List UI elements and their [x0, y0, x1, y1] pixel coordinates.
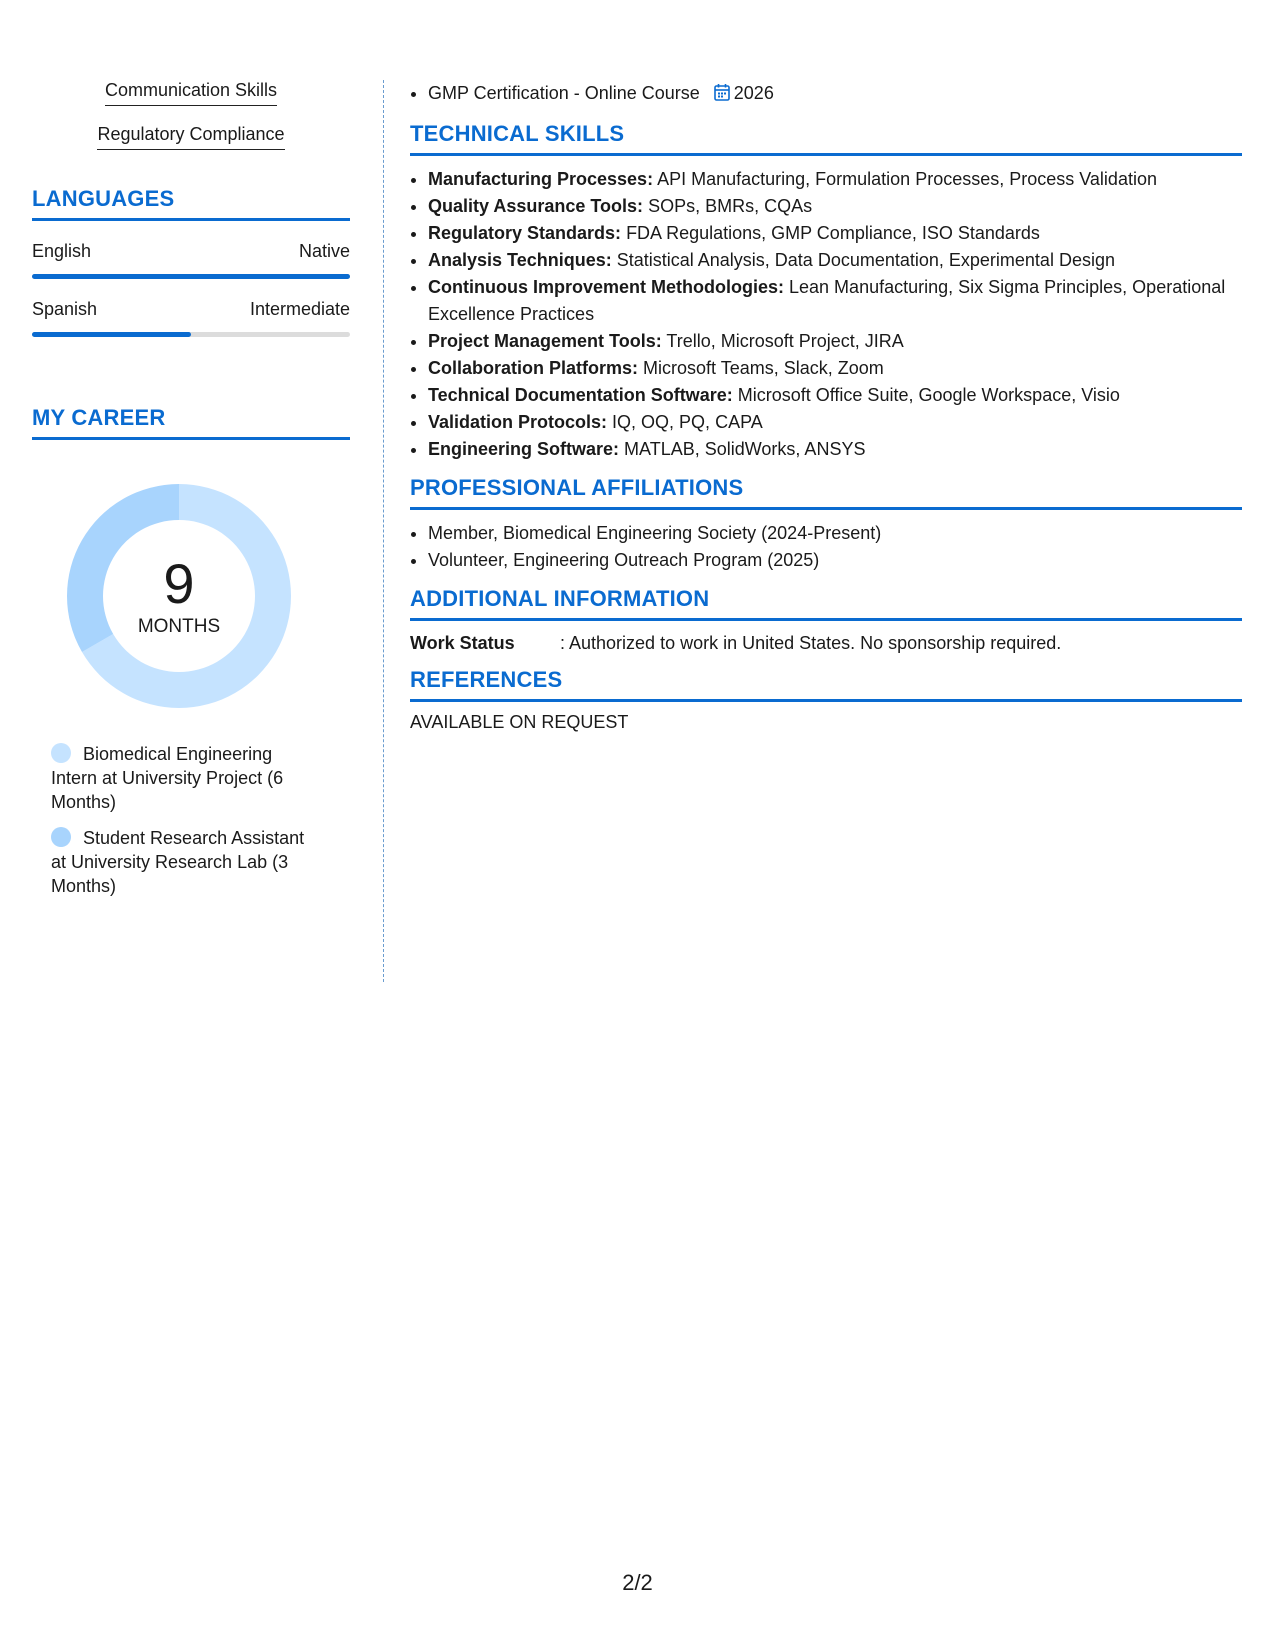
affiliation-item: • Volunteer, Engineering Outreach Program (2025) — [428, 547, 1242, 574]
affiliation-item: • Member, Biomedical Engineering Society (2024-Present) — [428, 520, 1242, 547]
skill-item — [428, 193, 1242, 220]
skill-item — [428, 328, 1242, 355]
references-title: REFERENCES — [410, 667, 1242, 702]
language-level: Native — [298, 241, 350, 261]
skill-value: Lean Manufacturing, Six Sigma Principles, Operational Excellence Practices — [428, 277, 1226, 324]
skill-item — [428, 166, 1242, 193]
additional-info-title: ADDITIONAL INFORMATION — [410, 586, 1242, 621]
language-name: Spanish — [32, 299, 98, 319]
skill-value: SOPs, BMRs, CQAs — [648, 196, 813, 216]
languages-title: LANGUAGES — [32, 186, 350, 221]
skill-label: Manufacturing Processes: — [428, 169, 654, 189]
languages-section — [32, 186, 350, 337]
left-column — [32, 80, 350, 910]
work-status-value: : Authorized to work in United States. No sponsorship required. — [560, 633, 1062, 653]
certification-item — [428, 80, 1242, 109]
affiliations-list — [410, 520, 1242, 574]
legend-label: Student Research Assistant at University Research Lab (3 Months) — [51, 828, 305, 896]
language-level-bar — [32, 332, 350, 337]
affiliations-title: PROFESSIONAL AFFILIATIONS — [410, 475, 1242, 510]
skill-label: Analysis Techniques: — [428, 250, 612, 270]
calendar-icon — [714, 82, 730, 109]
skill-item — [428, 220, 1242, 247]
skill-label: Engineering Software: — [428, 439, 620, 459]
language-level-fill — [32, 274, 350, 279]
career-legend — [51, 742, 321, 898]
certification-list — [410, 80, 1242, 109]
skill-value: MATLAB, SolidWorks, ANSYS — [624, 439, 866, 459]
career-total-unit: MONTHS — [137, 616, 221, 637]
work-status-row — [410, 631, 1242, 655]
technical-skills-section — [410, 121, 1242, 463]
career-legend-item — [51, 826, 321, 898]
references-text: AVAILABLE ON REQUEST — [410, 712, 629, 732]
language-name: English — [32, 241, 92, 261]
skill-label: Validation Protocols: — [428, 412, 608, 432]
work-status-label: Work Status — [410, 633, 515, 653]
language-level-fill — [32, 332, 191, 337]
legend-label: Biomedical Engineering Intern at University Project (6 Months) — [51, 744, 284, 812]
language-level: Intermediate — [249, 299, 350, 319]
skill-value: Microsoft Office Suite, Google Workspace, Visio — [737, 385, 1120, 405]
career-donut-chart — [67, 484, 291, 708]
career-total-months: 9 — [163, 552, 195, 615]
technical-skills-list — [410, 166, 1242, 463]
language-item — [32, 299, 350, 337]
skill-item — [428, 382, 1242, 409]
career-title: MY CAREER — [32, 405, 350, 440]
skill-tag: Regulatory Compliance — [97, 124, 284, 150]
technical-skills-title: TECHNICAL SKILLS — [410, 121, 1242, 156]
skill-item — [428, 436, 1242, 463]
skill-value: Microsoft Teams, Slack, Zoom — [643, 358, 884, 378]
skill-value: API Manufacturing, Formulation Processes, Process Validation — [657, 169, 1157, 189]
certification-year: 2026 — [733, 83, 774, 103]
legend-dot-icon — [51, 743, 71, 763]
skill-item — [428, 247, 1242, 274]
skill-item — [428, 355, 1242, 382]
skill-value: Statistical Analysis, Data Documentation, Experimental Design — [616, 250, 1115, 270]
page-number: 2/2 — [622, 1570, 653, 1595]
column-divider — [383, 80, 384, 982]
skill-tag-list — [32, 80, 350, 150]
skill-label: Collaboration Platforms: — [428, 358, 639, 378]
skill-label: Regulatory Standards: — [428, 223, 622, 243]
skill-item — [428, 409, 1242, 436]
legend-dot-icon — [51, 827, 71, 847]
skill-label: Quality Assurance Tools: — [428, 196, 644, 216]
skill-label: Continuous Improvement Methodologies: — [428, 277, 784, 297]
certification-text: GMP Certification - Online Course — [428, 83, 700, 103]
skill-value: Trello, Microsoft Project, JIRA — [666, 331, 904, 351]
affiliations-section — [410, 475, 1242, 574]
career-section — [32, 405, 350, 898]
skill-tag: Communication Skills — [105, 80, 277, 106]
skill-value: IQ, OQ, PQ, CAPA — [612, 412, 763, 432]
career-legend-item — [51, 742, 321, 814]
skill-label: Project Management Tools: — [428, 331, 662, 351]
donut-center — [67, 552, 291, 638]
references-section — [410, 667, 1242, 733]
skill-value: FDA Regulations, GMP Compliance, ISO Standards — [626, 223, 1040, 243]
language-item — [32, 241, 350, 279]
skill-item — [428, 274, 1242, 328]
skill-label: Technical Documentation Software: — [428, 385, 733, 405]
language-level-bar — [32, 274, 350, 279]
right-column — [410, 80, 1242, 733]
additional-info-section — [410, 586, 1242, 655]
